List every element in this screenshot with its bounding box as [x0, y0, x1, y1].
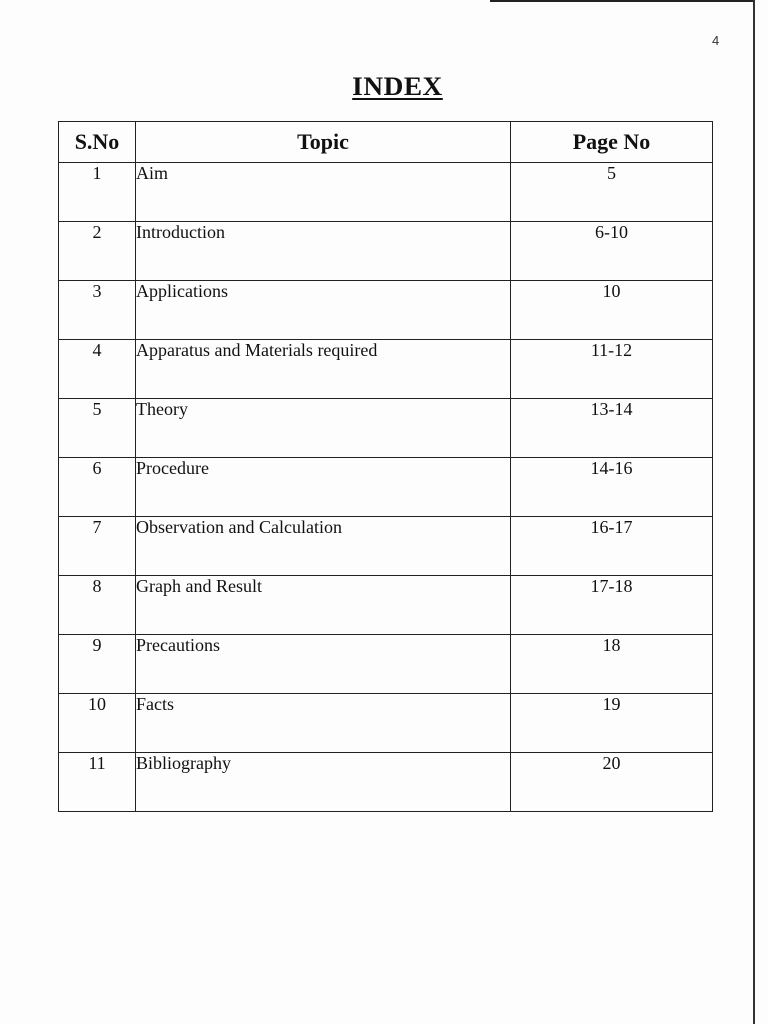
row-topic: Bibliography	[136, 753, 511, 812]
table-row	[59, 694, 713, 753]
index-table	[58, 121, 713, 812]
row-sno: 11	[59, 753, 136, 812]
table-row	[59, 399, 713, 458]
row-sno: 1	[59, 163, 136, 222]
row-page-no: 18	[511, 635, 713, 694]
row-sno: 10	[59, 694, 136, 753]
row-page-no: 17-18	[511, 576, 713, 635]
row-sno: 3	[59, 281, 136, 340]
table-row	[59, 458, 713, 517]
row-topic: Graph and Result	[136, 576, 511, 635]
table-row	[59, 340, 713, 399]
table-header-row	[59, 122, 713, 163]
row-sno: 6	[59, 458, 136, 517]
row-sno: 5	[59, 399, 136, 458]
row-sno: 2	[59, 222, 136, 281]
row-sno: 4	[59, 340, 136, 399]
row-topic: Aim	[136, 163, 511, 222]
row-page-no: 20	[511, 753, 713, 812]
page-title: INDEX	[352, 72, 443, 101]
row-page-no: 10	[511, 281, 713, 340]
row-sno: 8	[59, 576, 136, 635]
row-topic: Introduction	[136, 222, 511, 281]
row-page-no: 11-12	[511, 340, 713, 399]
row-page-no: 5	[511, 163, 713, 222]
row-page-no: 6-10	[511, 222, 713, 281]
table-body	[59, 163, 713, 812]
header-sno: S.No	[59, 122, 136, 163]
page-number: 4	[712, 33, 720, 48]
row-page-no: 16-17	[511, 517, 713, 576]
row-topic: Theory	[136, 399, 511, 458]
row-topic: Apparatus and Materials required	[136, 340, 511, 399]
table-row	[59, 222, 713, 281]
scan-border-top	[490, 0, 755, 2]
scan-border-right	[753, 0, 755, 1024]
row-topic: Procedure	[136, 458, 511, 517]
row-page-no: 19	[511, 694, 713, 753]
header-topic: Topic	[136, 122, 511, 163]
table-row	[59, 281, 713, 340]
table-row	[59, 576, 713, 635]
row-page-no: 14-16	[511, 458, 713, 517]
row-topic: Precautions	[136, 635, 511, 694]
row-topic: Facts	[136, 694, 511, 753]
table-row	[59, 753, 713, 812]
row-page-no: 13-14	[511, 399, 713, 458]
header-page-no: Page No	[511, 122, 713, 163]
row-sno: 9	[59, 635, 136, 694]
table-row	[59, 163, 713, 222]
table-row	[59, 635, 713, 694]
row-sno: 7	[59, 517, 136, 576]
row-topic: Observation and Calculation	[136, 517, 511, 576]
table-row	[59, 517, 713, 576]
row-topic: Applications	[136, 281, 511, 340]
